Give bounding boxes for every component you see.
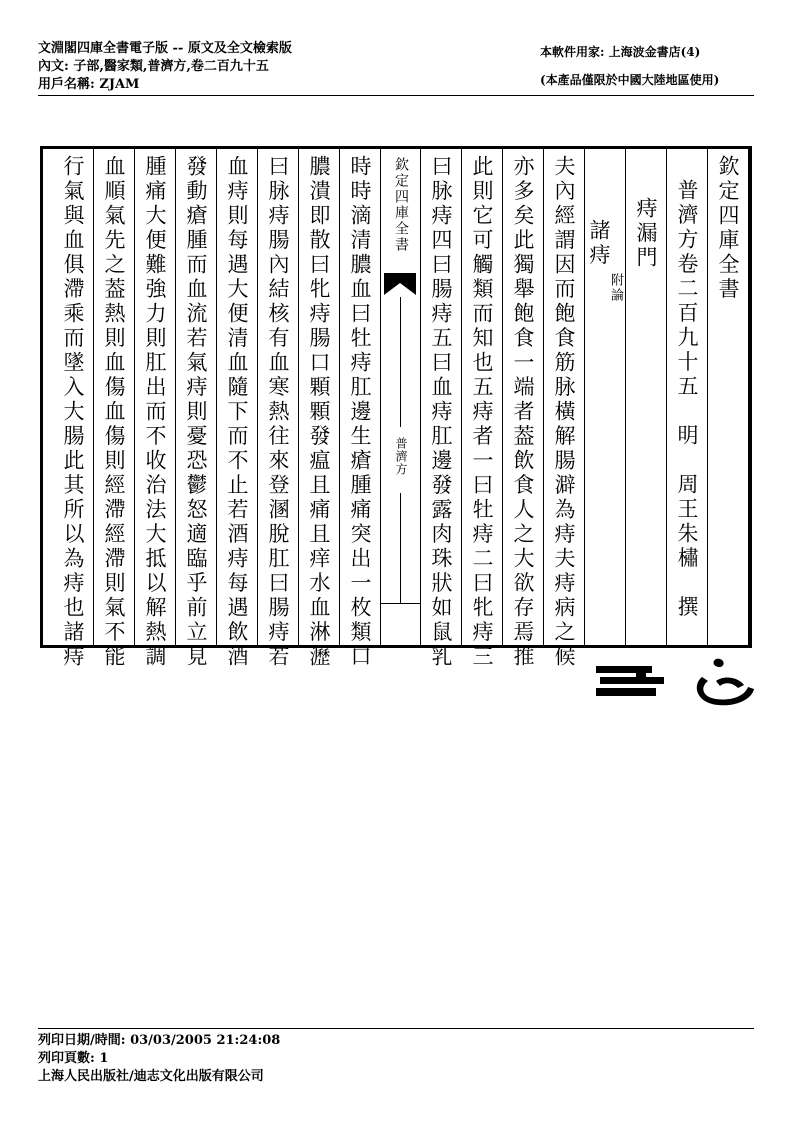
text-column (176, 149, 217, 670)
print-page-count: 列印頁數: 1 (38, 1051, 109, 1066)
center-book-title: 欽定四庫全書 (393, 157, 409, 253)
text-column (503, 149, 544, 670)
header-region-notice: (本產品僅限於中國大陸地區使用) (540, 73, 720, 87)
text-column (544, 149, 585, 670)
column-text: 曰脉痔四曰腸痔五曰血痔肛邊發露肉珠狀如鼠乳 (429, 155, 453, 670)
text-column (299, 149, 340, 670)
text-column (708, 149, 749, 645)
text-column (135, 149, 176, 670)
header-title: 文淵閣四庫全書電子版 -- 原文及全文檢索版 (38, 41, 292, 56)
column-text: 諸痔 (587, 219, 611, 268)
text-column (340, 149, 381, 670)
column-text: 血痔則每遇大便清血隨下而不止若酒痔每遇飲酒 (225, 155, 249, 670)
center-fold-column (381, 149, 421, 645)
column-text: 夫內經謂因而飽食筋脉橫解腸澼為痔夫痔病之候 (552, 155, 576, 670)
publisher-logo-icon (596, 664, 664, 700)
column-text: 普濟方卷二百九十五 明 周王朱橚 撰 (675, 179, 699, 620)
column-text: 此則它可觸類而知也五痔者一曰牡痔二曰牝痔三 (470, 155, 494, 670)
header-rule (38, 95, 754, 96)
center-rule (381, 603, 421, 604)
column-text: 時時滴清膿血曰牡痔肛邊生瘡腫痛突出一枚類口 (348, 155, 372, 670)
column-note: 附論 (608, 273, 623, 303)
publisher-credit: 上海人民出版社/迪志文化出版有限公司 (38, 1069, 264, 1084)
text-column (626, 149, 667, 645)
center-line (400, 493, 401, 603)
column-text: 腫痛大便難強力則肛出而不收治法大抵以解熱調 (143, 155, 167, 670)
column-text: 發動瘡腫而血流若氣痔則憂恐鬱怒適臨乎前立見 (184, 155, 208, 670)
column-text: 亦多矣此獨舉飽食一端者葢飲食人之大欲存焉推 (511, 155, 535, 670)
text-column (585, 149, 626, 645)
page-frame (40, 146, 752, 670)
column-text: 欽定四庫全書 (716, 155, 740, 302)
seal-logo-icon (690, 655, 756, 711)
text-column (667, 149, 708, 645)
fishtail-mark-icon (384, 273, 416, 295)
column-text: 曰脉痔腸內結核有血寒熱往來登溷脫肛曰腸痔若 (266, 155, 290, 670)
header-username: 用戶名稱: ZJAM (38, 77, 140, 92)
print-datetime: 列印日期/時間: 03/03/2005 21:24:08 (38, 1033, 281, 1048)
text-column (94, 149, 135, 670)
center-volume-title: 普濟方 (394, 437, 408, 476)
column-text: 行氣與血俱滯乘而墜入大腸此其所以為痔也諸痔 (61, 155, 85, 670)
text-column (53, 149, 94, 670)
column-text: 痔漏門 (634, 197, 658, 271)
header-content-path: 內文: 子部,醫家類,普濟方,卷二百九十五 (38, 59, 269, 74)
center-line (400, 297, 401, 427)
text-column (258, 149, 299, 670)
column-text: 血順氣先之葢熱則血傷血傷則經滯經滯則氣不能 (102, 155, 126, 670)
header-licensee: 本軟件用家: 上海波金書店(4) (540, 45, 701, 59)
text-column (217, 149, 258, 670)
text-column (462, 149, 503, 670)
text-column (421, 149, 462, 670)
column-text: 膿潰即散曰牝痔腸口顆顆發瘟且痛且痒水血淋瀝 (307, 155, 331, 670)
footer-rule (38, 1028, 754, 1029)
